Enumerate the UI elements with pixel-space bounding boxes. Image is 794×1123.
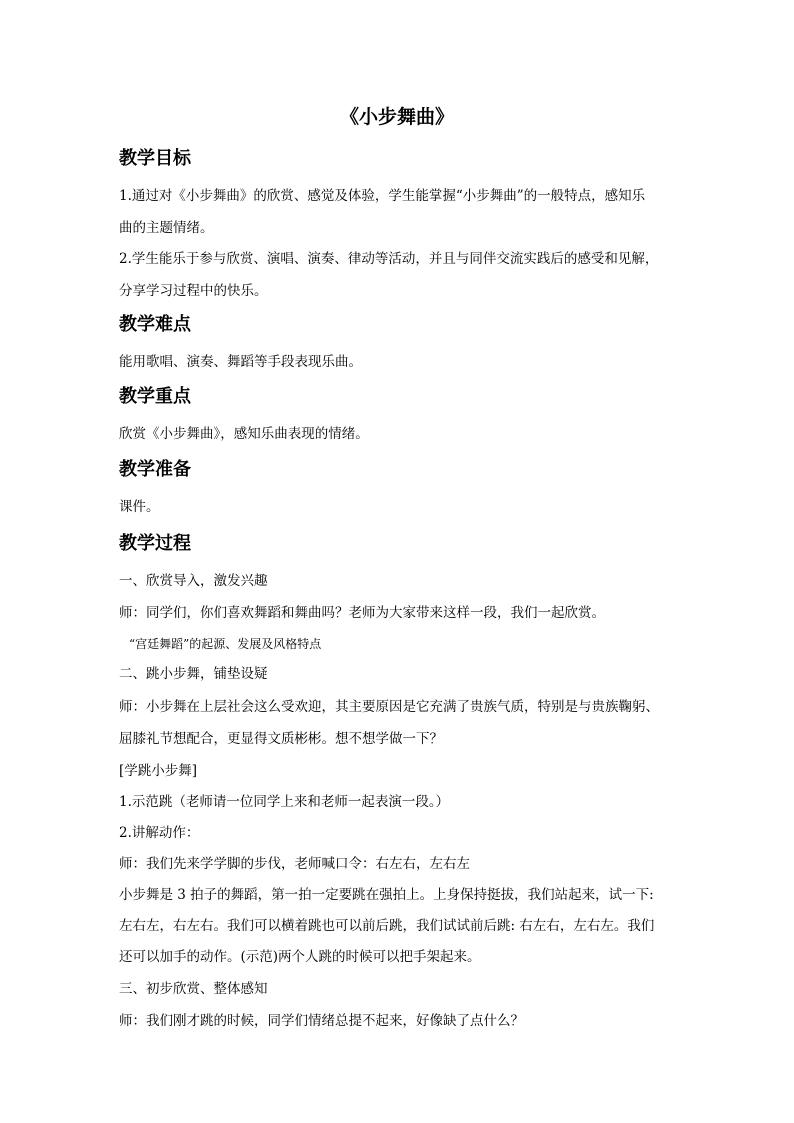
- step-1-note: “宫廷舞蹈”的起源、发展及风格特点: [129, 637, 322, 651]
- key-points-heading: 教学重点: [119, 386, 191, 407]
- step-2-para-line-1: 小步舞是 3 拍子的舞蹈，第一拍一定要跳在强拍上。上身保持挺拔，我们站起来，试一下:: [119, 887, 654, 903]
- difficulty-text: 能用歌唱、演奏、舞蹈等手段表现乐曲。: [119, 354, 362, 370]
- goal-1-line-1: 1.通过对《小步舞曲》的欣赏、感觉及体验，学生能掌握“小步舞曲”的一般特点，感知乐: [119, 188, 646, 204]
- goal-2-line-2: 分享学习过程中的快乐。: [119, 283, 268, 299]
- step-2-teacher-line: 师：我们先来学学脚的步伐，老师喊口令：右左右，左右左: [119, 856, 470, 872]
- step-2-item-1: 1.示范跳（老师请一位同学上来和老师一起表演一段。）: [119, 794, 450, 810]
- step-2-para-line-3: 还可以加手的动作。(示范)两个人跳的时候可以把手架起来。: [119, 949, 481, 965]
- step-2-item-2: 2.讲解动作：: [119, 825, 200, 841]
- process-heading: 教学过程: [119, 533, 191, 554]
- step-1-text: 师：同学们，你们喜欢舞蹈和舞曲吗？老师为大家带来这样一段，我们一起欣赏。: [119, 605, 605, 621]
- preparation-text: 课件。: [119, 499, 160, 515]
- step-2-bracket-label: [学跳小步舞]: [119, 763, 198, 779]
- step-2-title: 二、跳小步舞，铺垫设疑: [119, 666, 268, 682]
- key-points-text: 欣赏《小步舞曲》，感知乐曲表现的情绪。: [119, 426, 369, 442]
- difficulty-heading: 教学难点: [119, 314, 191, 335]
- goal-1-line-2: 曲的主题情绪。: [119, 220, 214, 236]
- step-3-title: 三、初步欣赏、整体感知: [119, 981, 268, 997]
- step-2-para-line-2: 左右左，右左右。我们可以横着跳也可以前后跳，我们试试前后跳: 右左右，左右左。我们: [119, 918, 655, 934]
- step-2-text-line-1: 师：小步舞在上层社会这么受欢迎，其主要原因是它充满了贵族气质，特别是与贵族鞠躬、: [119, 699, 659, 715]
- step-2-text-line-2: 屈膝礼节想配合，更显得文质彬彬。想不想学做一下？: [119, 731, 443, 747]
- step-3-text: 师：我们刚才跳的时候，同学们情绪总提不起来，好像缺了点什么？: [119, 1013, 524, 1029]
- preparation-heading: 教学准备: [119, 459, 191, 480]
- step-1-title: 一、欣赏导入，激发兴趣: [119, 573, 268, 589]
- goals-heading: 教学目标: [119, 148, 191, 169]
- goal-2-line-1: 2.学生能乐于参与欣赏、演唱、演奏、律动等活动，并且与同伴交流实践后的感受和见解，: [119, 251, 659, 267]
- document-title: 《小步舞曲》: [339, 106, 454, 128]
